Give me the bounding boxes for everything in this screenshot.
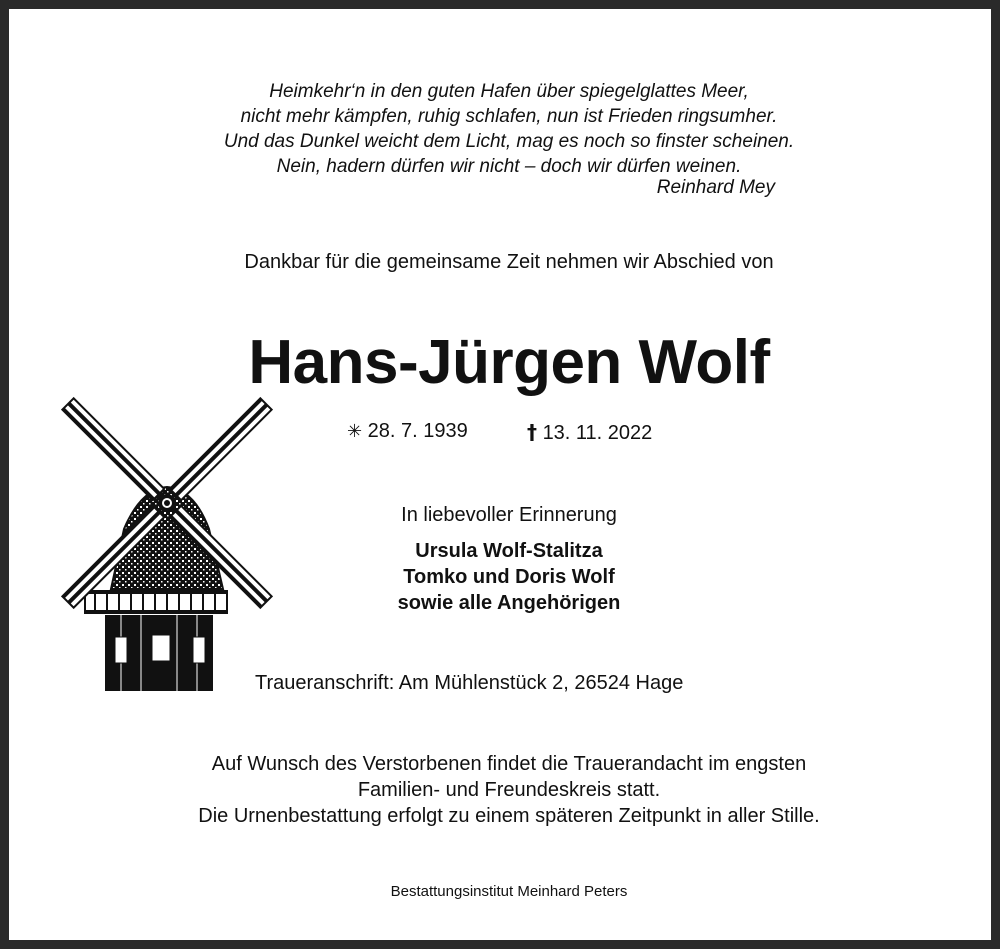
mourner-name: Tomko und Doris Wolf xyxy=(403,566,615,588)
poem xyxy=(9,79,1000,179)
notice-line: Familien- und Freundeskreis statt. xyxy=(357,779,661,801)
undertaker-name: Bestattungsinstitut Meinhard Peters xyxy=(390,883,628,900)
death-cross-icon: † xyxy=(527,420,537,444)
poem-line: Heimkehr‘n in den guten Hafen über spiegelglattes Meer, xyxy=(269,81,749,102)
mourning-address: Traueranschrift: Am Mühlenstück 2, 26524 Hage xyxy=(255,672,684,694)
birth-date-value: 28. 7. 1939 xyxy=(367,420,468,442)
poem-author: Reinhard Mey xyxy=(656,177,775,198)
poem-line: Nein, hadern dürfen wir nicht – doch wir dürfen weinen. xyxy=(276,156,742,177)
notice-line: Die Urnenbestattung erfolgt zu einem späteren Zeitpunkt in aller Stille. xyxy=(198,805,820,827)
death-date-value: 13. 11. 2022 xyxy=(542,422,653,444)
intro-text: Dankbar für die gemeinsame Zeit nehmen wir Abschied von xyxy=(244,251,774,273)
deceased-name: Hans-Jürgen Wolf xyxy=(248,328,770,397)
notice-line: Auf Wunsch des Verstorbenen findet die Trauerandacht im engsten xyxy=(211,753,807,775)
remembrance-heading: In liebevoller Erinnerung xyxy=(401,504,617,526)
poem-line: nicht mehr kämpfen, ruhig schlafen, nun ist Frieden ringsumher. xyxy=(240,106,778,127)
birth-star-icon: ✳ xyxy=(347,421,363,442)
mourners-list xyxy=(309,538,709,616)
poem-line: Und das Dunkel weicht dem Licht, mag es noch so finster scheinen. xyxy=(223,131,795,152)
mourner-name: Ursula Wolf-Stalitza xyxy=(415,540,603,562)
birth-date xyxy=(347,420,468,443)
death-date xyxy=(527,420,652,445)
funeral-notice xyxy=(9,751,1000,829)
mourner-name: sowie alle Angehörigen xyxy=(397,592,621,614)
windmill-icon xyxy=(49,379,289,699)
